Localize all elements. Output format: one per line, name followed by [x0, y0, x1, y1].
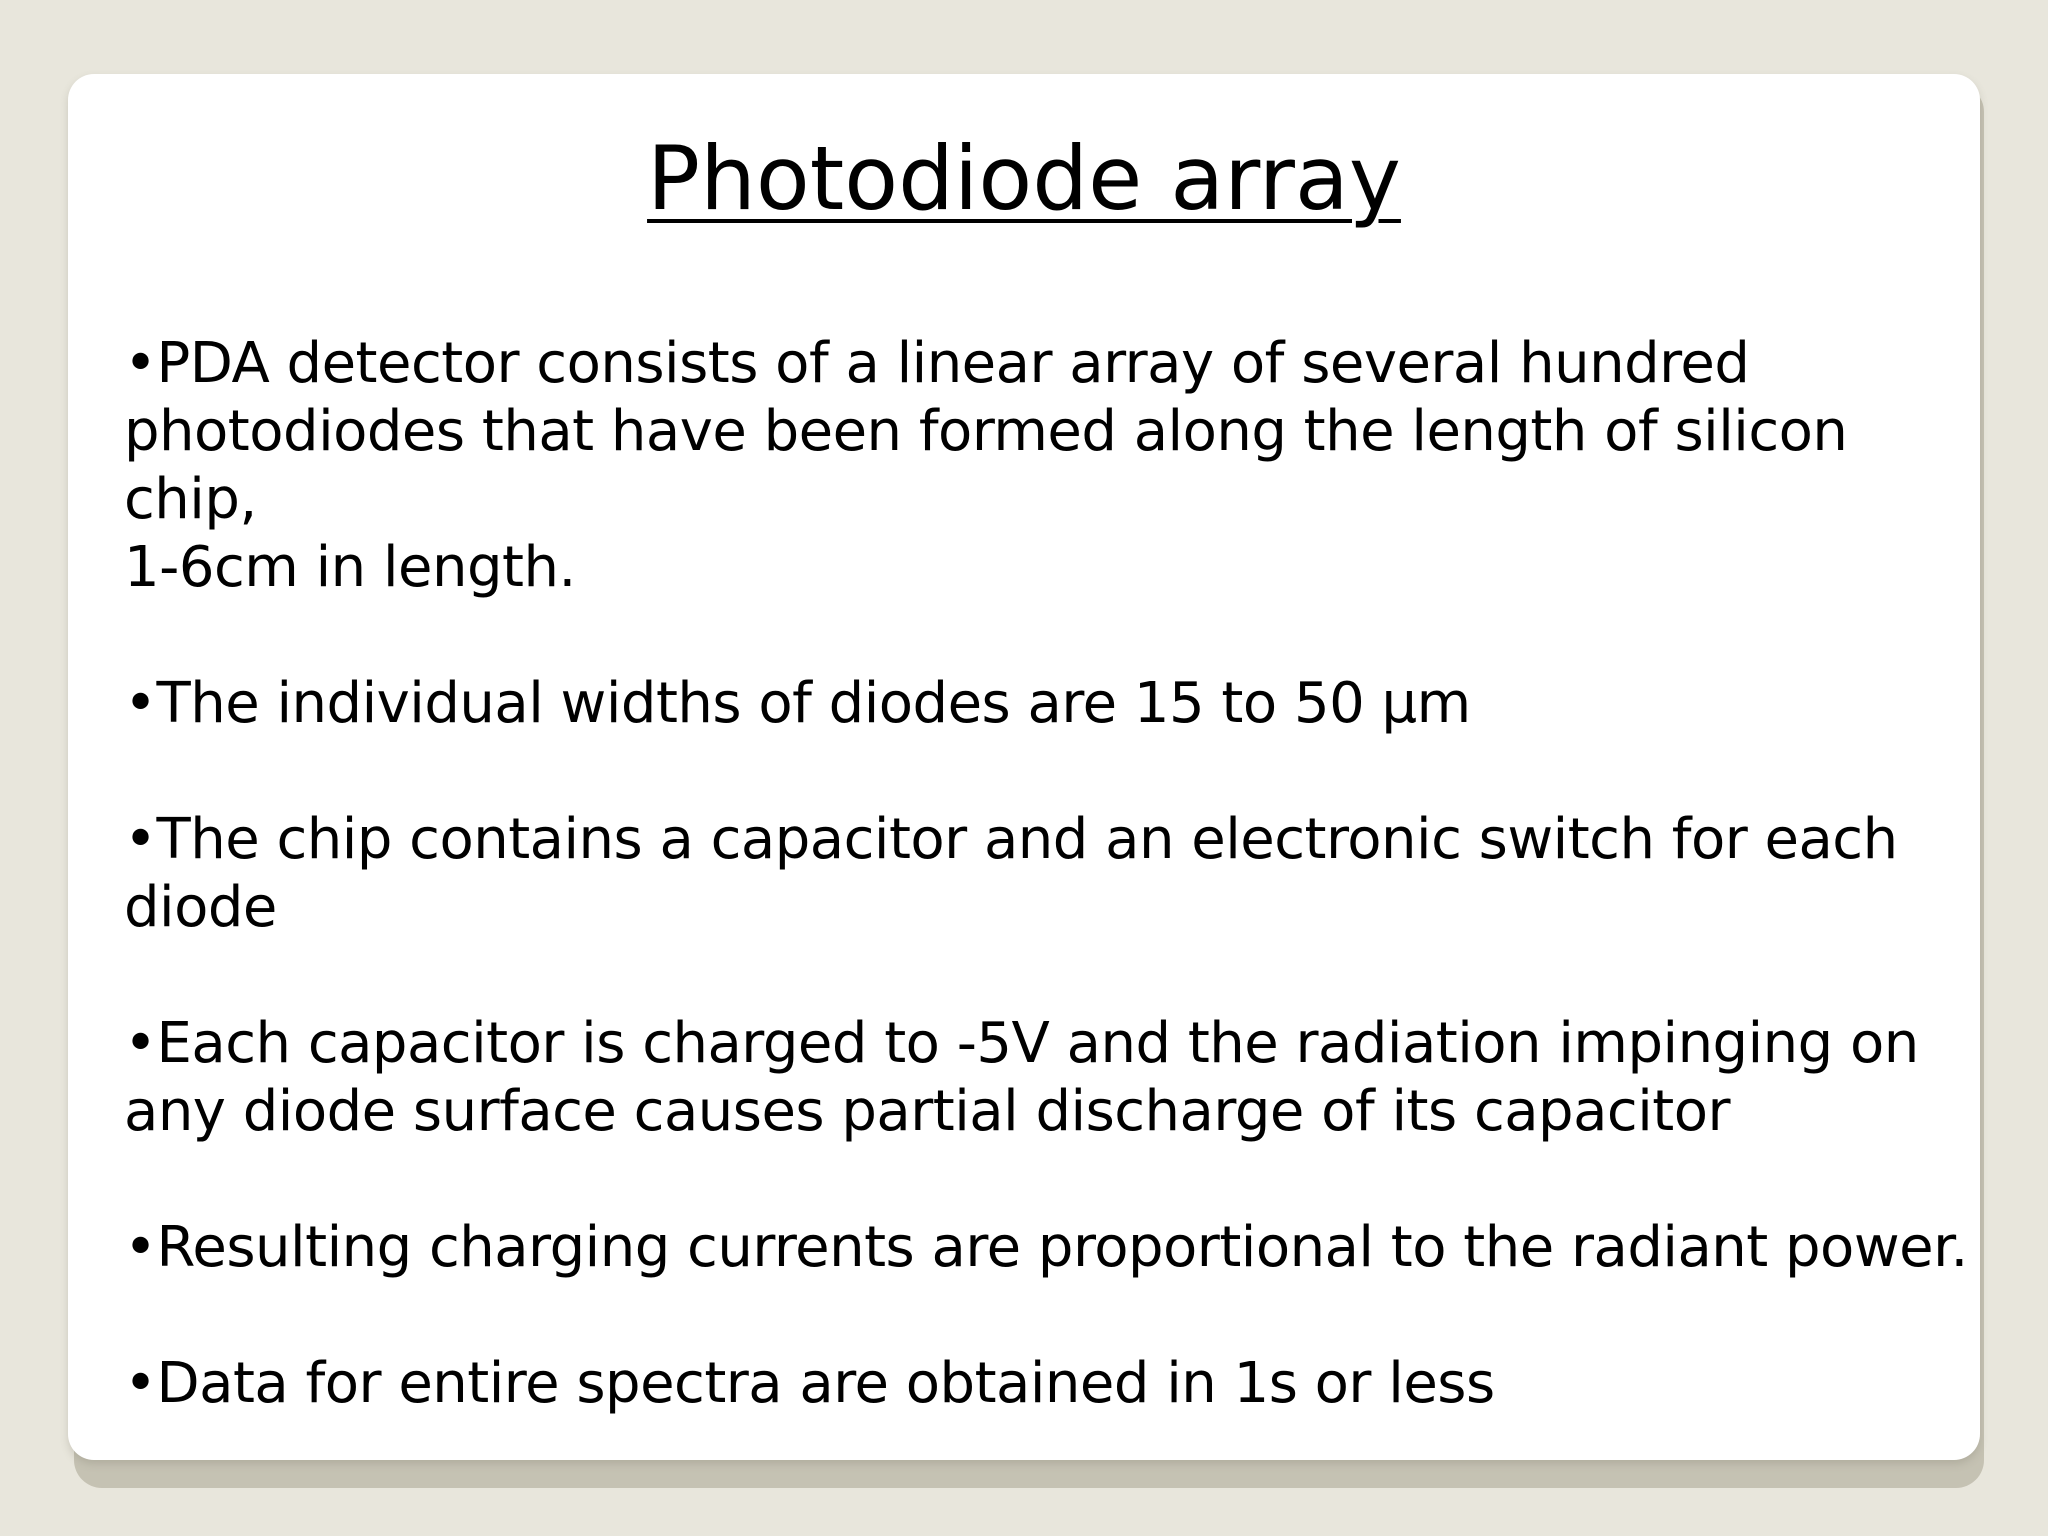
bullet-item: •PDA detector consists of a linear array of several hundred photodiodes that have been formed along the length of silicon chip, 1-6cm in length.	[124, 331, 1848, 600]
bullet-item: •The chip contains a capacitor and an electronic switch for each diode	[124, 807, 1898, 940]
bullet-item: •The individual widths of diodes are 15 to 50 μm	[124, 671, 1471, 736]
bullet-list	[124, 330, 1984, 1418]
bullet-item: •Each capacitor is charged to -5V and the radiation impinging on any diode surface causes partial discharge of its capacitor	[124, 1011, 1919, 1144]
slide	[68, 74, 1980, 1460]
slide-title	[68, 124, 1980, 234]
bullet-item: •Resulting charging currents are proportional to the radiant power.	[124, 1215, 1968, 1280]
slide-title-text: Photodiode array	[647, 127, 1401, 230]
bullet-item: •Data for entire spectra are obtained in 1s or less	[124, 1351, 1495, 1416]
